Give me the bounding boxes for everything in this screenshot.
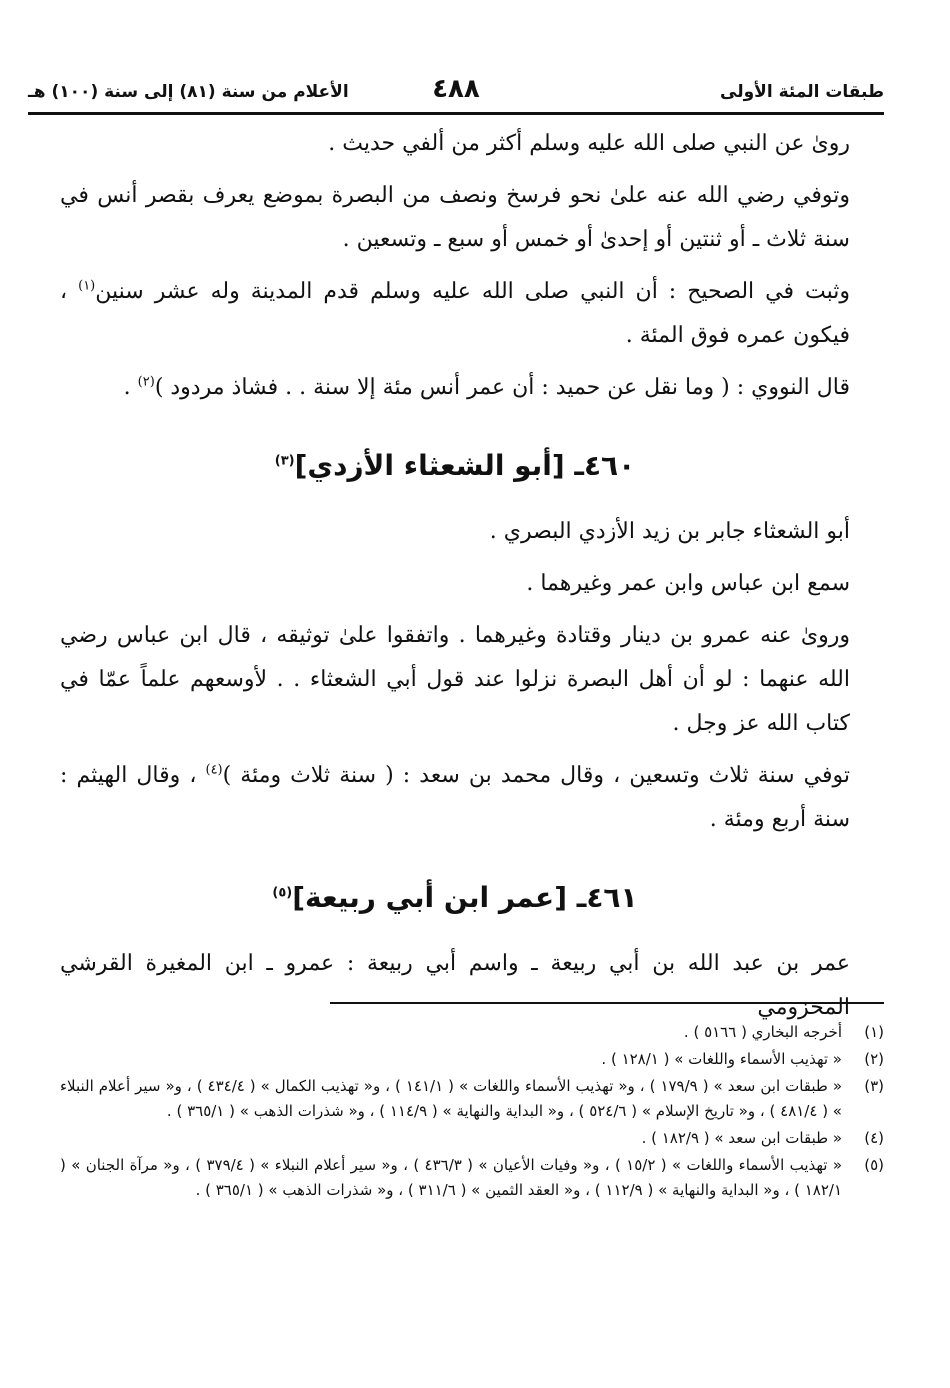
footnote-ref[interactable]: (٣) <box>274 453 295 469</box>
footnote-text: « طبقات ابن سعد » ( ١٧٩/٩ ) ، و« تهذيب الأسماء واللغات » ( ١٤١/١ ) ، و« تهذيب الكمال » ( ٤٣٤/٤ ) ، و« سير أعلام النبلاء » ( ٤٨١/٤ ) ، و« تاريخ الإسلام » ( ٥٢٤/٦ ) ، و« البداية والنهاية » ( ١١٤/٩ ) ، و« شذرات الذهب » ( ٣٦٥/١ ) . <box>60 1077 842 1120</box>
paragraph: عمر بن عبد الله بن أبي ربيعة ـ واسم أبي ربيعة : عمرو ـ ابن المغيرة القرشي المخزومي <box>60 951 850 1020</box>
footnotes <box>60 1020 884 1205</box>
footnote <box>60 1126 884 1151</box>
footnote-text: « طبقات ابن سعد » ( ١٨٢/٩ ) . <box>641 1129 842 1147</box>
footnote-number: (٤) <box>864 1129 884 1147</box>
main-text <box>60 122 850 1038</box>
entry-title: ٤٦٠ـ [أبو الشعثاء الأزدي] <box>294 449 636 482</box>
entry-heading-461 <box>60 876 850 920</box>
paragraph <box>60 754 850 842</box>
paragraph: وروىٰ عنه عمرو بن دينار وقتادة وغيرهما . واتفقوا علىٰ توثيقه ، قال ابن عباس رضي الله عنهما : لو أن أهل البصرة نزلوا عند قول أبي الشعثاء . . لأوسعهم علماً عمّا في كتاب الله عز وجل . <box>60 623 850 736</box>
footnote <box>60 1153 884 1203</box>
footnote-rule <box>330 1002 884 1004</box>
paragraph: وتوفي رضي الله عنه علىٰ نحو فرسخ ونصف من البصرة بموضع يعرف بقصر أنس في سنة ثلاث ـ أو ثنتين أو إحدىٰ أو خمس أو سبع ـ وتسعين . <box>60 183 850 252</box>
footnote-text: أخرجه البخاري ( ٥١٦٦ ) . <box>683 1023 842 1041</box>
entry-heading-460 <box>60 444 850 488</box>
paragraph: سمع ابن عباس وابن عمر وغيرهما . <box>526 571 850 596</box>
page-number: ٤٨٨ <box>432 74 480 104</box>
paragraph: روىٰ عن النبي صلى الله عليه وسلم أكثر من ألفي حديث . <box>328 131 850 156</box>
paragraph-text: توفي سنة ثلاث وتسعين ، وقال محمد بن سعد : ( سنة ثلاث ومئة ) <box>222 763 850 788</box>
footnote-number: (١) <box>864 1023 884 1041</box>
footnote-number: (٣) <box>864 1077 884 1095</box>
footnote-ref[interactable]: (٤) <box>205 762 223 778</box>
paragraph-text: . <box>123 375 138 400</box>
header-section-title: الأعلام من سنة (٨١) إلى سنة (١٠٠) هـ <box>28 82 349 102</box>
paragraph: أبو الشعثاء جابر بن زيد الأزدي البصري . <box>489 519 850 544</box>
header-rule <box>28 112 884 115</box>
footnote-ref[interactable]: (٢) <box>137 374 155 390</box>
footnote <box>60 1020 884 1045</box>
footnote <box>60 1047 884 1072</box>
footnote-ref[interactable]: (٥) <box>272 885 293 901</box>
running-header <box>28 70 884 110</box>
paragraph-text: قال النووي : ( وما نقل عن حميد : أن عمر أنس مئة إلا سنة . . فشاذ مردود ) <box>154 375 850 400</box>
paragraph <box>60 270 850 358</box>
footnote-ref[interactable]: (١) <box>78 278 96 294</box>
header-book-title: طبقات المئة الأولى <box>720 82 884 102</box>
footnote <box>60 1074 884 1124</box>
footnote-number: (٢) <box>864 1050 884 1068</box>
paragraph-text: ، وقال الهيثم : سنة أربع ومئة . <box>60 763 850 832</box>
entry-title: ٤٦١ـ [عمر ابن أبي ربيعة] <box>292 881 638 914</box>
paragraph-text: ، فيكون عمره فوق المئة . <box>60 279 850 348</box>
paragraph <box>60 366 850 410</box>
paragraph-text: وثبت في الصحيح : أن النبي صلى الله عليه وسلم قدم المدينة وله عشر سنين <box>95 279 851 304</box>
footnote-number: (٥) <box>864 1156 884 1174</box>
footnote-text: « تهذيب الأسماء واللغات » ( ١٥/٢ ) ، و« وفيات الأعيان » ( ٤٣٦/٣ ) ، و« سير أعلام النبلاء » ( ٣٧٩/٤ ) ، و« مرآة الجنان » ( ١٨٢/١ ) ، و« البداية والنهاية » ( ١١٢/٩ ) ، و« العقد الثمين » ( ٣١١/٦ ) ، و« شذرات الذهب » ( ٣٦٥/١ ) . <box>60 1156 843 1199</box>
footnote-text: « تهذيب الأسماء واللغات » ( ١٢٨/١ ) . <box>601 1050 842 1068</box>
